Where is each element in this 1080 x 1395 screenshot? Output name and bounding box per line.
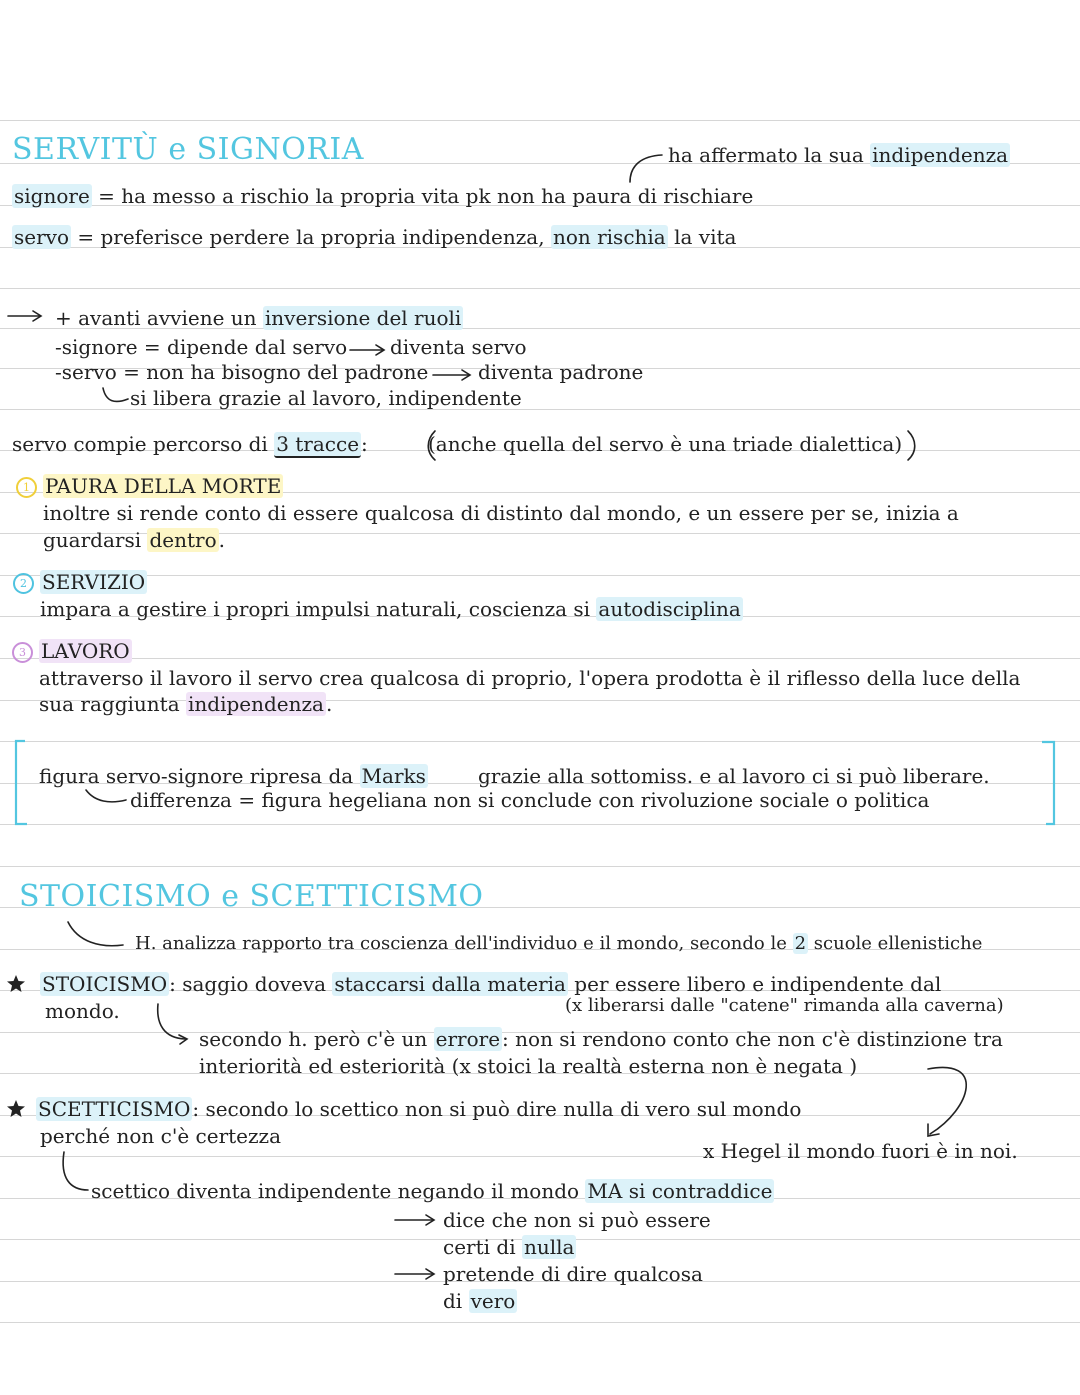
contraddice-line: scettico diventa indipendente negando il mondo MA si contraddice: [91, 1179, 773, 1203]
inversion-signore-result: diventa servo: [390, 335, 527, 359]
stage-3-text-1: attraverso il lavoro il servo crea qualcosa di proprio, l'opera prodotta è il riflesso della luce della: [39, 666, 1021, 690]
section-title-servitu: SERVITÙ e SIGNORIA: [12, 132, 364, 167]
stage-1-title: 1 PAURA DELLA MORTE: [16, 474, 283, 498]
side-note: ha affermato la sua indipendenza: [668, 143, 1009, 167]
branch-1-line-1: dice che non si può essere: [443, 1208, 711, 1232]
inversion-signore: -signore = dipende dal servo: [55, 335, 348, 359]
inversion-servo-result: diventa padrone: [478, 360, 644, 384]
errore-line: secondo h. però c'è un errore : non si rendono conto che non c'è distinzione tra: [199, 1027, 1003, 1051]
stoicismo-definition: STOICISMO : saggio doveva staccarsi dalla materia per essere libero e indipendente dal: [42, 972, 942, 996]
stage-3-text-2: sua raggiunta indipendenza .: [39, 692, 333, 716]
scetticismo-definition-end: perché non c'è certezza: [40, 1124, 281, 1148]
servo-definition: servo = preferisce perdere la propria indipendenza, non rischia la vita: [14, 225, 737, 249]
inversion-libera: si libera grazie al lavoro, indipendente: [130, 386, 522, 410]
stoicismo-intro: H. analizza rapporto tra coscienza dell'individuo e il mondo, secondo le 2 scuole ellenistiche: [135, 933, 983, 954]
marks-difference: differenza = figura hegeliana non si conclude con rivoluzione sociale o politica: [130, 788, 930, 812]
marks-line: figura servo-signore ripresa da Marks: [39, 764, 426, 788]
branch-2-line-1: pretende di dire qualcosa: [443, 1262, 703, 1286]
scetticismo-definition: SCETTICISMO : secondo lo scettico non si può dire nulla di vero sul mondo: [38, 1097, 802, 1121]
percorso-note: (anche quella del servo è una triade dialettica): [428, 432, 903, 456]
number-1-icon: 1: [16, 477, 37, 498]
inversion-servo: -servo = non ha bisogno del padrone: [55, 360, 429, 384]
number-3-icon: 3: [12, 642, 33, 663]
errore-line-2: interiorità ed esteriorità (x stoici la realtà esterna non è negata ): [199, 1054, 858, 1078]
stage-2-text-1: impara a gestire i propri impulsi naturali, coscienza si autodisciplina: [40, 597, 741, 621]
stage-2-title: 2 SERVIZIO: [13, 570, 147, 594]
branch-1-line-2: certi di nulla: [443, 1235, 575, 1259]
percorso-line: servo compie percorso di 3 tracce :: [12, 432, 368, 456]
stoicismo-note: (x liberarsi dalle "catene" rimanda alla caverna): [565, 995, 1004, 1016]
stage-1-text-1: inoltre si rende conto di essere qualcosa di distinto dal mondo, e un essere per se, inizia a: [43, 501, 959, 525]
signore-definition: signore = ha messo a rischio la propria vita pk non ha paura di rischiare: [14, 184, 754, 208]
branch-2-line-2: di vero: [443, 1289, 516, 1313]
inversion-heading: + avanti avviene un inversione del ruoli: [55, 306, 462, 330]
stage-3-title: 3 LAVORO: [12, 639, 132, 663]
marks-line-end: grazie alla sottomiss. e al lavoro ci si può liberare.: [478, 764, 990, 788]
hegel-note: x Hegel il mondo fuori è in noi.: [703, 1139, 1018, 1163]
stage-1-text-2: guardarsi dentro .: [43, 528, 226, 552]
stoicismo-definition-end: mondo.: [45, 999, 120, 1023]
section-title-stoicismo: STOICISMO e SCETTICISMO: [19, 879, 484, 914]
number-2-icon: 2: [13, 573, 34, 594]
